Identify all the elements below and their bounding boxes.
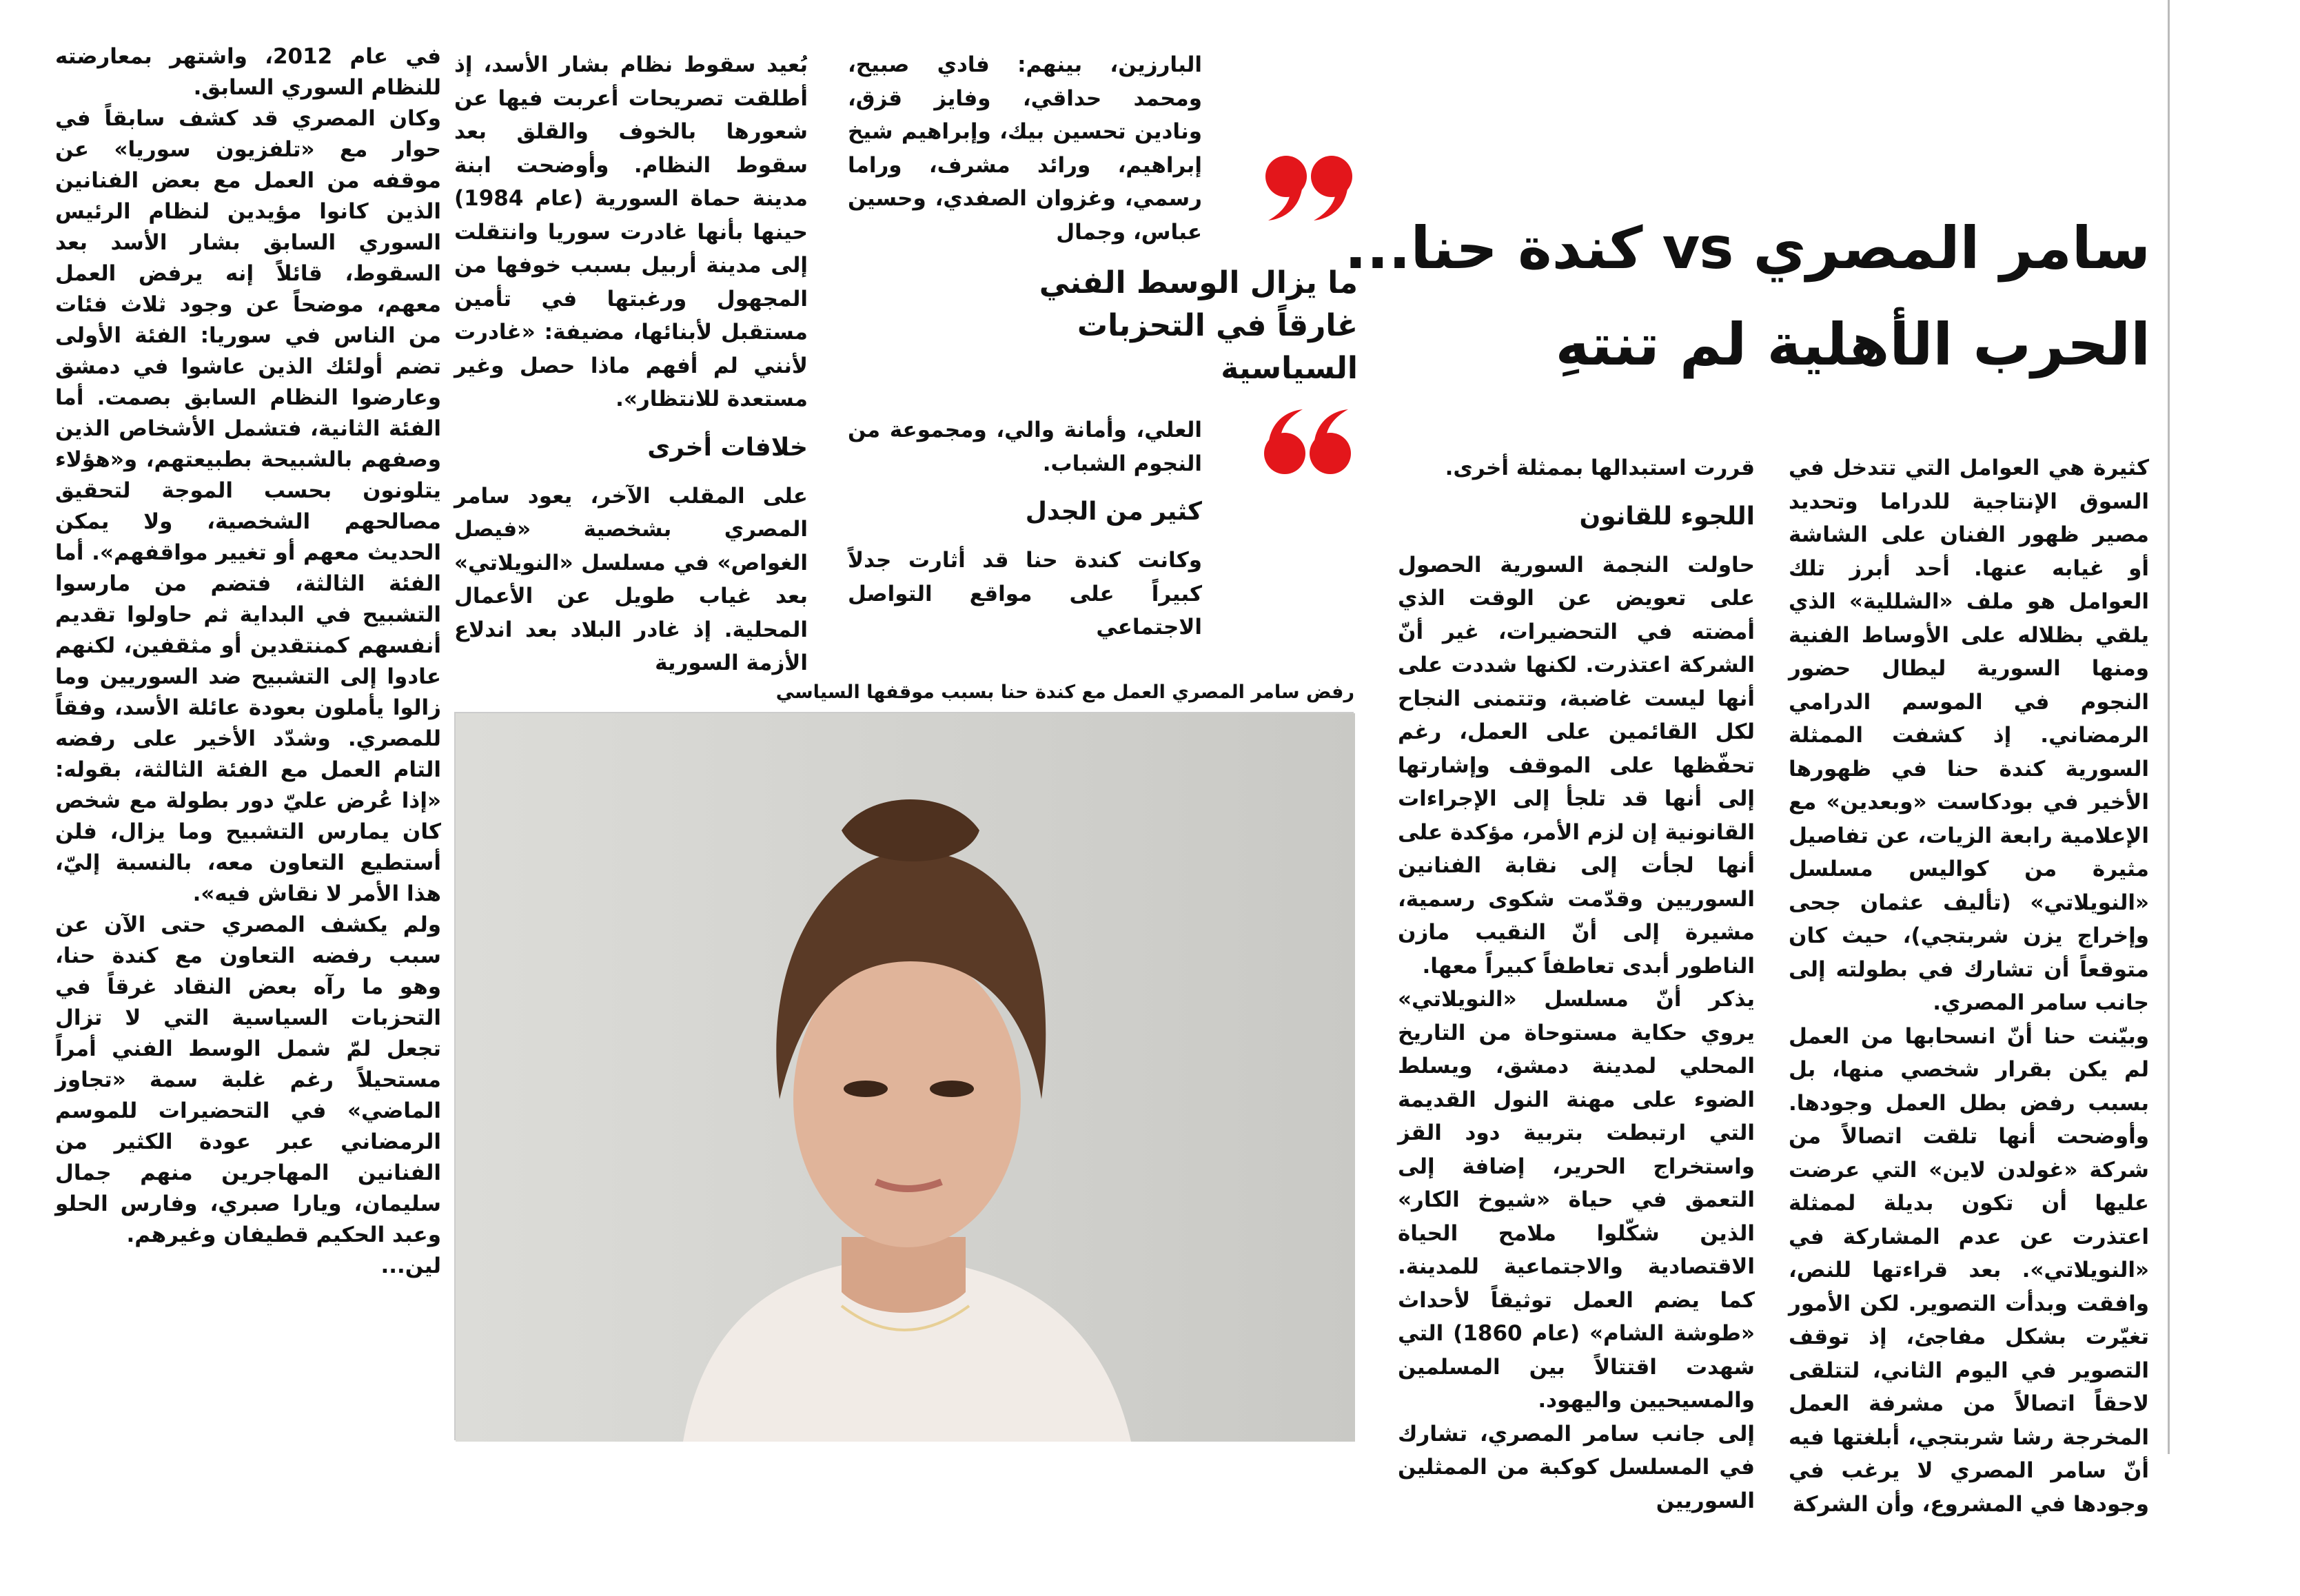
- subheading-other-disputes: خلافات أخرى: [647, 433, 808, 462]
- paragraph: يذكر أنّ مسلسل «النويلاتي» يروي حكاية مستوحاة من التاريخ المحلي لمدينة دمشق، ويسلط الضوء على مهنة النول القديمة التي ارتبطت بتربية دود القز واستخراج الحرير، إضافة إلى التعمق في حياة «شيوخ الكار» الذين شكّلوا ملامح الحياة الاقتصادية والاجتماعية للمدينة. كما يضم العمل توثيقاً لأحداث «طوشة الشام» (عام 1860) التي شهدت اقتتالاً بين المسلمين والمسيحيين واليهود.: [1398, 987, 1755, 1413]
- article-column-3-top: [848, 48, 1202, 245]
- opening-quote-icon: [1260, 408, 1356, 477]
- pull-quote: ما يزال الوسط الفني غارقاً في التحزبات السياسية: [1039, 265, 1358, 386]
- paragraph: وكان المصري قد كشف سابقاً في حوار مع «تلفزيون سوريا» عن موقفه من العمل مع بعض الفنانين الذين كانوا مؤيدين لنظام الرئيس السوري السابق بشار الأسد بعد السقوط، قائلاً إنه يرفض العمل معهم، موضحاً عن وجود ثلاث فئات من الناس في سوريا: الفئة الأولى تضم أولئك الذين عاشوا في دمشق وعارضوا النظام السابق بصمت. أما الفئة الثانية، فتشمل الأشخاص الذين وصفهم بالشبيحة بطبيعتهم، و«هؤلاء يتلونون بحسب الموجة لتحقيق مصالحهم الشخصية، ولا يمكن الحديث معهم أو تغيير مواقفهم». أما الفئة الثالثة، فتضم من مارسوا التشبيح في البداية ثم حاولوا تقديم أنفسهم كمنتقدين أو مثقفين، لكنهم عادوا إلى التشبيح ضد السوريين وما زالوا يأملون بعودة عائلة الأسد، وفقاً للمصري. وشدّد الأخير على رفضه التام العمل مع الفئة الثالثة، بقوله: «إذا عُرض عليّ دور بطولة مع شخص كان يمارس التشبيح وما يزال، فلن أستطيع التعاون معه، بالنسبة إليّ، هذا الأمر لا نقاش فيه».: [55, 106, 441, 906]
- headline-line-2: الحرب الأهلية لم تنتهِ: [1555, 311, 2150, 378]
- paragraph: إلى جانب سامر المصري، تشارك في المسلسل كوكبة من الممثلين السوريين: [1398, 1421, 1755, 1513]
- headline-line-1: سامر المصري vs كندة حنا...: [1344, 214, 2150, 282]
- subheading-resort-to-law: اللجوء للقانون: [1579, 502, 1755, 531]
- article-column-1: [1789, 451, 2149, 1517]
- paragraph: كثيرة هي العوامل التي تتدخل في السوق الإنتاجية للدراما وتحديد مصير ظهور الفنان على الشاشة أو غيابه عنها. أحد أبرز تلك العوامل هو ملف «الشللية» الذي يلقي بظلاله على الأوساط الفنية ومنها السورية ليطال حضور النجوم في الموسم الدرامي الرمضاني. إذ كشفت الممثلة السورية كندة حنا في ظهورها الأخير في بودكاست «وبعدين» مع الإعلامية رابعة الزيات، عن تفاصيل مثيرة من كواليس مسلسل «النويلاتي» (تأليف عثمان جحى وإخراج يزن شربتجي)، حيث كان متوقعاً أن تشارك في بطولته إلى جانب سامر المصري.: [1789, 456, 2149, 1015]
- paragraph: البارزين، بينهم: فادي صبيح، ومحمد حداقي، وفايز قزق، ونادين تحسين بيك، وإبراهيم شيخ إبراهيم، ورائد مشرف، وراما رسمي، وغزوان الصفدي، وحسين عباس، وجمال: [848, 52, 1202, 245]
- article-column-3-bottom: [848, 413, 1202, 640]
- paragraph: على المقلب الآخر، يعود سامر المصري بشخصية «فيصل الغواص» في مسلسل «النويلاتي» بعد غياب طويل عن الأعمال المحلية. إذ غادر البلاد بعد اندلاع الأزمة السورية: [454, 483, 808, 675]
- paragraph: قررت استبدالها بممثلة أخرى.: [1445, 456, 1755, 480]
- paragraph: بُعيد سقوط نظام بشار الأسد، إذ أطلقت تصريحات أعربت فيها عن شعورها بالخوف والقلق بعد سقوط النظام. وأوضحت ابنة مدينة حماة السورية (عام 1984) حينها بأنها غادرت سوريا وانتقلت إلى مدينة أربيل بسبب خوفها من المجهول ورغبتها في تأمين مستقبل لأبنائها، مضيفة: «غادرت لأنني لم أفهم ماذا حصل وغير مستعدة للانتظار».: [454, 52, 808, 411]
- paragraph: حاولت النجمة السورية الحصول على تعويض عن الوقت الذي أمضته في التحضيرات، غير أنّ الشركة اعتذرت. لكنها شددت على أنها ليست غاضبة، وتتمنى النجاح لكل القائمين على العمل، رغم تحفّظها على الموقف وإشارتها إلى أنها قد تلجأ إلى الإجراءات القانونية إن لزم الأمر، مؤكدة على أنها لجأت إلى نقابة الفنانين السوريين وقدّمت شكوى رسمية، مشيرة إلى أنّ النقيب مازن الناطور أبدى تعاطفاً كبيراً معها.: [1398, 552, 1755, 979]
- photo-caption: رفض سامر المصري العمل مع كندة حنا بسبب موقفها السياسي: [775, 682, 1354, 703]
- article-column-2: [1398, 451, 1755, 1513]
- article-photo: [454, 712, 1354, 1440]
- subheading-much-controversy: كثير من الجدل: [1025, 498, 1202, 526]
- article-headline: [1344, 200, 2150, 393]
- article-column-4: [454, 48, 808, 675]
- closing-quote-icon: [1260, 153, 1356, 222]
- author-byline: لين...: [380, 1254, 441, 1278]
- paragraph: وبيّنت حنا أنّ انسحابها من العمل لم يكن بقرار شخصي منها، بل بسبب رفض بطل العمل وجودها. وأوضحت أنها تلقت اتصالاً من شركة «غولدن لاين» التي عرضت عليها أن تكون بديلة لممثلة اعتذرت عن عدم المشاركة في «النويلاتي». بعد قراءتها للنص، وافقت وبدأت التصوير. لكن الأمور تغيّرت بشكل مفاجئ، إذ توقف التصوير في اليوم الثاني، لتتلقى لاحقاً اتصالاً من مشرفة العمل المخرجة رشا شربتجي، أبلغتها فيه أنّ سامر المصري لا يرغب في وجودها في المشروع، وأن الشركة: [1789, 1023, 2149, 1517]
- paragraph: وكانت كندة حنا قد أثارت جدلاً كبيراً على مواقع التواصل الاجتماعي: [848, 548, 1202, 640]
- paragraph: العلي، وأمانة والي، ومجموعة من النجوم الشباب.: [848, 418, 1202, 476]
- portrait-image: [456, 713, 1355, 1442]
- column-divider: [2168, 0, 2170, 1454]
- paragraph: ولم يكشف المصري حتى الآن عن سبب رفضه التعاون مع كندة حنا، وهو ما رآه بعض النقاد غرقاً في التحزبات السياسية التي لا تزال تجعل لمّ شمل الوسط الفني أمراً مستحيلاً رغم غلبة سمة «تجاوز الماضي» في التحضيرات للموسم الرمضاني عبر عودة الكثير من الفنانين المهاجرين منهم جمال سليمان، ويارا صبري، وفارس الحلو وعبد الحكيم قطيفان وغيرهم.: [55, 912, 441, 1247]
- paragraph: في عام 2012، واشتهر بمعارضته للنظام السوري السابق.: [55, 44, 441, 100]
- article-column-5: [55, 41, 441, 1282]
